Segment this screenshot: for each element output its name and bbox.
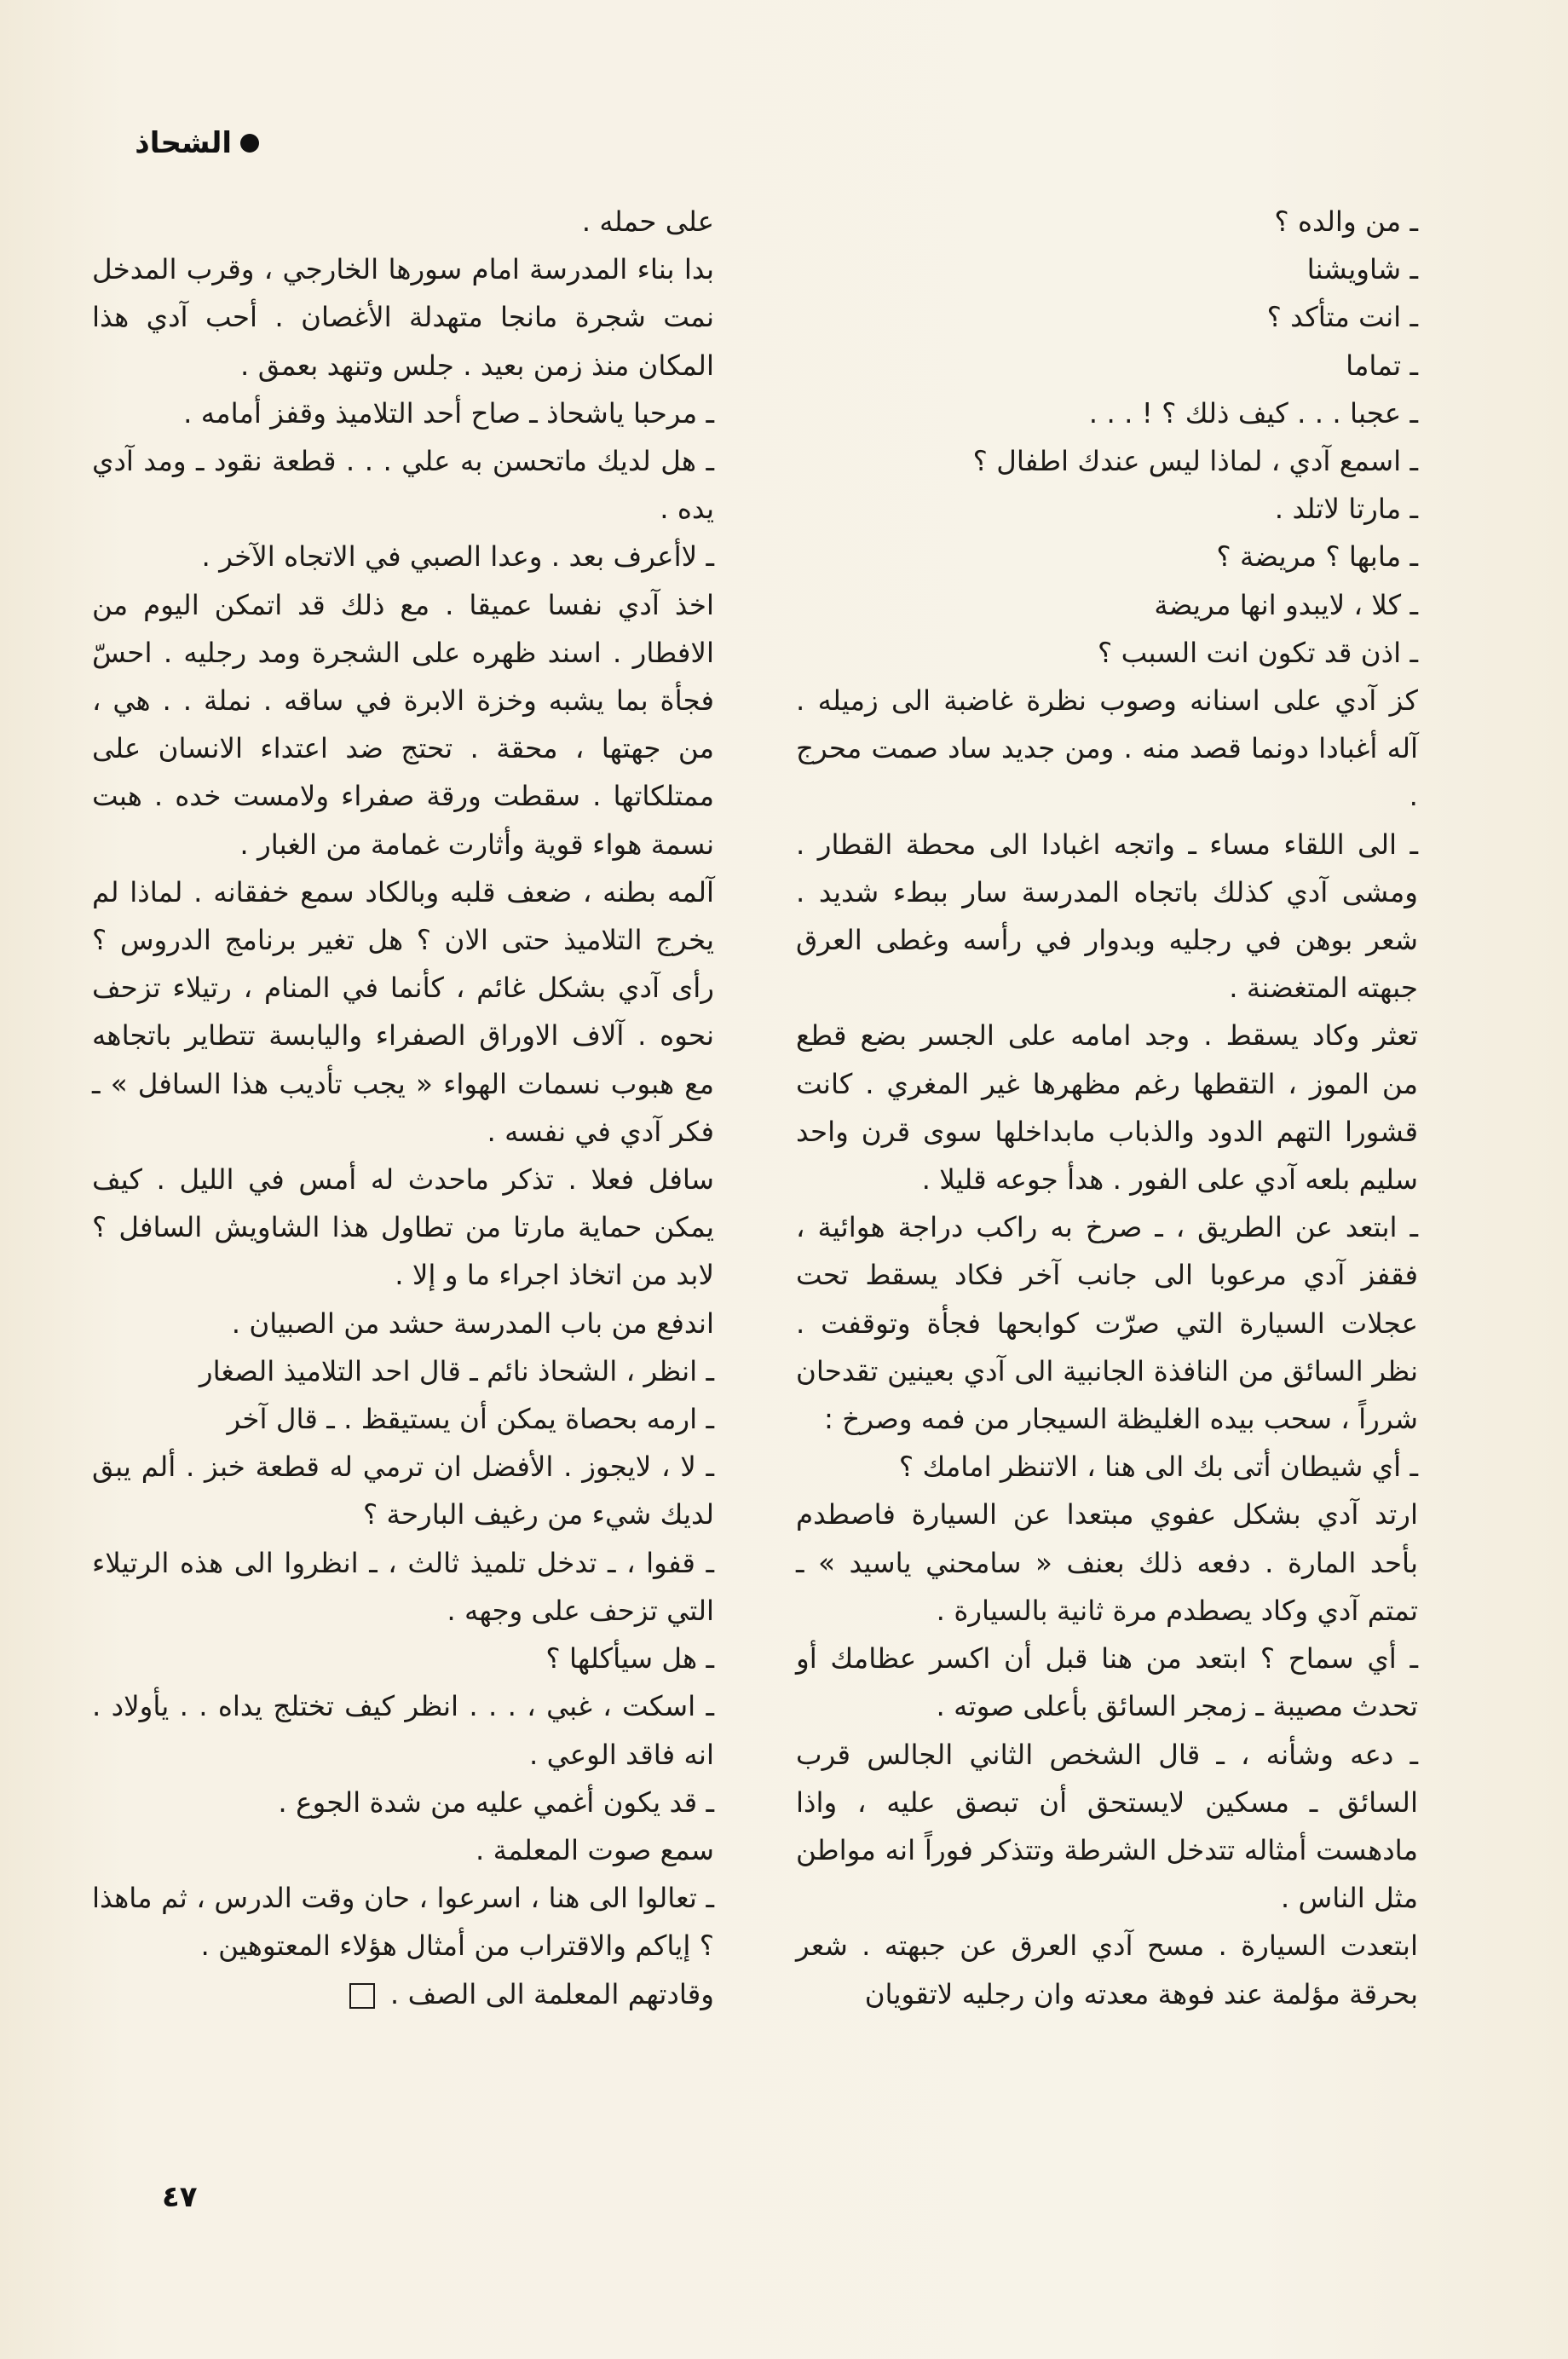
- paragraph: سمع صوت المعلمة .: [476, 1833, 714, 1866]
- paragraph: بدا بناء المدرسة امام سورها الخارجي ، وقرب المدخل نمت شجرة مانجا متهدلة الأغصان . أحب آدي هذا المكان منذ زمن بعيد . جلس وتنهد بعمق .: [92, 253, 714, 382]
- paragraph: ارتد آدي بشكل عفوي مبتعدا عن السيارة فاصطدم بأحد المارة . دفعه ذلك بعنف « سامحني ياسيد » ـ تمتم آدي وكاد يصطدم مرة ثانية بالسيارة .: [796, 1498, 1418, 1627]
- left-column: [92, 198, 714, 2018]
- paragraph: ـ هل لديك ماتحسن به علي . . . قطعة نقود ـ ومد آدي يده .: [92, 445, 714, 526]
- paragraph: ـ اسمع آدي ، لماذا ليس عندك اطفال ؟: [972, 445, 1418, 478]
- paragraph: ـ تعالوا الى هنا ، اسرعوا ، حان وقت الدرس ، ثم ماهذا ؟ إياكم والاقتراب من أمثال هؤلاء المعتوهين .: [92, 1882, 714, 1963]
- paragraph: ـ أي سماح ؟ ابتعد من هنا قبل أن اكسر عظامك أو تحدث مصيبة ـ زمجر السائق بأعلى صوته .: [796, 1642, 1418, 1723]
- paragraph: ـ هل سيأكلها ؟: [545, 1642, 714, 1676]
- paragraph: ـ لاأعرف بعد . وعدا الصبي في الاتجاه الآخر .: [201, 540, 714, 574]
- paragraph: ـ قد يكون أغمي عليه من شدة الجوع .: [278, 1785, 714, 1819]
- paragraph: على حمله .: [581, 205, 714, 238]
- paragraph: ـ عجبا . . . كيف ذلك ؟ ! . . .: [1088, 396, 1418, 430]
- paragraph: ـ ابتعد عن الطريق ، ـ صرخ به راكب دراجة هوائية ، فقفز آدي مرعوبا الى جانب آخر فكاد يسقط تحت عجلات السيارة التي صرّت كوابحها فجأة وتوقفت . نظر السائق من النافذة الجانبية الى آدي بعينين تقدحان شرراً ، سحب بيده الغليظة السيجار من فمه وصرخ :: [796, 1211, 1418, 1436]
- paragraph: تعثر وكاد يسقط . وجد امامه على الجسر بضع قطع من الموز ، التقطها رغم مظهرها غير المغري . كانت قشورا التهم الدود والذباب مابداخلها سوى قرن واحد سليم بلعه آدي على الفور . هدأ جوعه قليلا .: [796, 1019, 1418, 1197]
- paragraph: ـ انت متأكد ؟: [1266, 301, 1418, 334]
- paragraph: ـ كلا ، لايبدو انها مريضة: [1154, 588, 1418, 621]
- paragraph: ـ قفوا ، ـ تدخل تلميذ ثالث ، ـ انظروا الى هذه الرتيلاء التي تزحف على وجهه .: [92, 1546, 714, 1627]
- final-paragraph: [92, 1970, 714, 2018]
- section-header: [135, 126, 259, 160]
- paragraph: اخذ آدي نفسا عميقا . مع ذلك قد اتمكن اليوم من الافطار . اسند ظهره على الشجرة ومد رجليه . احسّ فجأة بما يشبه وخزة الابرة في ساقه . نملة . . هي ، من جهتها ، محقة . تحتج ضد اعتداء الانسان على ممتلكاتها . سقطت ورقة صفراء ولامست خده . هبت نسمة هواء قوية وأثارت غمامة من الغبار .: [92, 588, 714, 861]
- paragraph: ـ الى اللقاء مساء ـ واتجه اغبادا الى محطة القطار . ومشى آدي كذلك باتجاه المدرسة سار ببطء شديد . شعر بوهن في رجليه وبدوار في رأسه وغطى العرق جبهته المتغضنة .: [796, 828, 1418, 1005]
- paragraph: ـ انظر ، الشحاذ نائم ـ قال احد التلاميذ الصغار: [199, 1354, 714, 1387]
- paragraph: ـ لا ، لايجوز . الأفضل ان ترمي له قطعة خبز . ألم يبق لديك شيء من رغيف البارحة ؟: [92, 1451, 714, 1531]
- end-mark-icon: [349, 1983, 375, 2009]
- paragraph: ـ دعه وشأنه ، ـ قال الشخص الثاني الجالس قرب السائق ـ مسكين لايستحق أن تبصق عليه ، واذا مادهست أمثاله تتدخل الشرطة وتتذكر فوراً انه مواطن مثل الناس .: [796, 1738, 1418, 1915]
- paragraph: ـ مابها ؟ مريضة ؟: [1216, 540, 1418, 574]
- paragraph: آلمه بطنه ، ضعف قلبه وبالكاد سمع خفقانه . لماذا لم يخرج التلاميذ حتى الان ؟ هل تغير برنامج الدروس ؟ رأى آدي بشكل غائم ، كأنما في المنام ، رتيلاء تزحف نحوه . آلاف الاوراق الصفراء واليابسة تتطاير باتجاهه مع هبوب نسمات الهواء « يجب تأديب هذا السافل » ـ فكر آدي في نفسه .: [92, 875, 714, 1148]
- paragraph: ـ ارمه بحصاة يمكن أن يستيقظ . ـ قال آخر: [227, 1403, 714, 1436]
- paragraph: ـ اسكت ، غبي ، . . . انظر كيف تختلج يداه . . يأولاد . انه فاقد الوعي .: [92, 1690, 714, 1771]
- section-title: الشحاذ: [135, 126, 232, 160]
- paragraph: كز آدي على اسنانه وصوب نظرة غاضبة الى زميله . آله أغبادا دونما قصد منه . ومن جديد ساد صمت محرج .: [796, 684, 1418, 813]
- right-column: [796, 198, 1418, 2018]
- final-paragraph-text: وقادتهم المعلمة الى الصف .: [389, 1977, 714, 2010]
- paragraph: ـ أي شيطان أتى بك الى هنا ، الاتنظر امامك ؟: [898, 1451, 1418, 1484]
- paragraph: سافل فعلا . تذكر ماحدث له أمس في الليل . كيف يمكن حماية مارتا من تطاول هذا الشاويش السافل ؟ لابد من اتخاذ اجراء ما و إلا .: [92, 1163, 714, 1292]
- paragraph: ـ شاويشنا: [1306, 253, 1418, 286]
- paragraph: ـ مرحبا ياشحاذ ـ صاح أحد التلاميذ وقفز أمامه .: [183, 396, 714, 430]
- bullet-icon: [240, 134, 259, 153]
- paragraph: ـ تماما: [1346, 349, 1418, 382]
- paragraph: ـ اذن قد تكون انت السبب ؟: [1097, 636, 1418, 669]
- paragraph: اندفع من باب المدرسة حشد من الصبيان .: [231, 1306, 714, 1340]
- paragraph: ـ من والده ؟: [1274, 205, 1418, 238]
- page-number: ٤٧: [162, 2180, 198, 2214]
- paragraph: ابتعدت السيارة . مسح آدي العرق عن جبهته . شعر بحرقة مؤلمة عند فوهة معدته وان رجليه لاتقويان: [796, 1929, 1418, 2010]
- paragraph: ـ مارتا لاتلد .: [1274, 493, 1418, 526]
